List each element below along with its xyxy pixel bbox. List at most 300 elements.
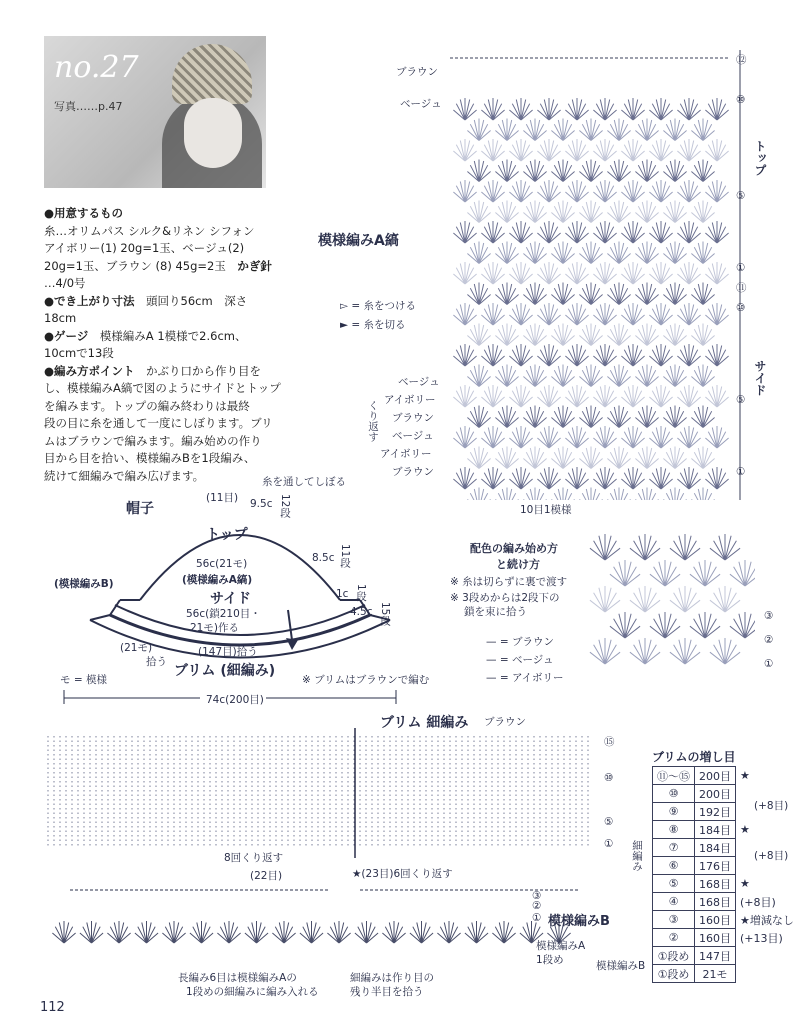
pattern-a-fan [607,324,630,346]
increase-cell-count: 192目 [695,803,736,821]
label-side-hat: サイド [210,591,252,607]
pattern-a-fan [593,303,616,325]
cc-fan [670,534,700,560]
row-12: ⑫ [736,54,747,66]
pattern-a-fan [579,119,602,141]
increase-row [653,875,799,893]
pattern-a-chart [440,40,750,500]
pattern-a-fan [663,242,686,264]
brim-row-10: ⑩ [604,772,614,784]
pattern-a-fan [565,385,588,407]
brim-row-15: ⑮ [604,736,615,748]
dim-8-5: 8.5c [312,552,335,564]
pick-147: (147目)拾う [198,646,258,658]
row-11-side: ⑪ [736,282,747,294]
increase-cell-count: 184目 [695,821,736,839]
pattern-a-fan [579,242,602,264]
pattern-a-fan [537,180,560,202]
pattern-a-label: (模様編みA縞) [182,574,253,586]
row-1-side: ① [736,466,746,478]
pattern-a-fan [691,365,714,387]
pattern-a-fan [453,139,476,161]
yarn-colors-2: 20g=1玉、ブラウン (8) 45g=2玉 [44,258,226,273]
pattern-a-fan [509,262,532,284]
pattern-a-fan [593,262,616,284]
note-left-2: 1段めの細編みに編み入れる [186,986,319,998]
brim-fan [382,921,405,943]
pattern-a-fan [523,160,546,182]
pattern-a-fan [691,447,714,469]
count-22: (22目) [250,870,283,882]
gauge-heading: ●ゲージ [44,328,89,343]
pattern-a-fan [663,488,686,501]
pattern-a-fan [495,283,518,305]
pattern-a-fan [551,324,574,346]
pattern-a-fan [705,221,728,243]
increase-cell-mark [736,947,799,965]
cc-legend-beige: — = ベージュ [486,654,554,666]
pattern-a-ref-2: 1段め [536,954,564,966]
pattern-a-fan [593,344,616,366]
pattern-a-fan [579,201,602,223]
pattern-a-fan [621,426,644,448]
pattern-a-fan [635,488,658,501]
pattern-a-fan [663,365,686,387]
row-10-side: ⑩ [736,302,746,314]
size-heading: ●でき上がり寸法 [44,293,135,308]
pattern-a-fan [509,180,532,202]
color-left-3: ベージュ [392,430,434,442]
pattern-a-fan [495,201,518,223]
pattern-a-fan [537,98,560,120]
cc-fan [590,638,620,664]
cc-fan [710,534,740,560]
dim-9-5: 9.5c [250,498,273,510]
dim-12-rows: 12段 [279,494,291,518]
pattern-a-fan [677,180,700,202]
brim-row-5: ⑤ [604,816,614,828]
pattern-a-fan [621,303,644,325]
point-line-4: ムはブラウンで編みます。編み始めの作り [44,433,262,448]
increase-cell-mark: (+13目) [740,931,783,945]
pattern-a-fan [509,467,532,489]
increase-cell-row: ⑧ [653,821,695,839]
pattern-a-fan [691,119,714,141]
pattern-a-fan [649,344,672,366]
pattern-a-fan [509,426,532,448]
hook-size: …4/0号 [44,276,86,290]
repeat-8: 8回くり返す [224,852,284,864]
pattern-a-fan [579,406,602,428]
increase-cell-mark: ★ [740,877,750,890]
pattern-a-fan [467,324,490,346]
increase-side-label: 細編み [631,840,643,872]
brim-fan [135,921,158,943]
pattern-a-fan [593,98,616,120]
pattern-a-fan [481,385,504,407]
pattern-b-row-label: 模様編みB [548,914,610,929]
pattern-a-fan [523,283,546,305]
yarn-line: 糸…オリムパス シルク&リネン シフォン [44,223,255,238]
cc-fan [690,560,720,586]
point-line-3: 段の目に糸を通して一度にしぼります。ブリ [44,416,273,430]
gauge-text-2: 10cmで13段 [44,346,114,360]
pattern-a-title: 模様編みA縞 [318,233,399,249]
label-side: サイド [753,360,767,396]
pattern-a-fan [691,283,714,305]
materials-heading: ●用意するもの [44,206,124,220]
increase-title: ブリムの増し目 [652,750,736,764]
pattern-a-fan [691,488,714,501]
cc-fan [650,560,680,586]
color-change-title: 配色の編み始め方 [470,542,558,555]
pattern-a-fan [467,201,490,223]
cc-fan [670,586,700,612]
pattern-a-fan [453,262,476,284]
brim-chart [40,728,600,958]
point-heading: ●編み方ポイント [44,363,135,378]
increase-row [653,965,799,983]
brim-fan [437,921,460,943]
label-top: トップ [753,140,767,176]
repeat-unit: 10目1模様 [520,504,572,516]
pattern-a-fan [467,447,490,469]
pattern-a-fan [691,242,714,264]
color-change-fans [590,534,755,664]
brim-stitches [48,736,588,848]
pattern-a-fan [481,180,504,202]
pattern-a-fan [537,221,560,243]
pattern-a-fan [649,98,672,120]
pattern-a-fan [593,426,616,448]
pattern-a-fan [607,160,630,182]
pattern-a-fan [705,385,728,407]
pattern-a-fan [635,406,658,428]
pattern-a-fan [551,488,574,501]
brim-label: ブリム (細編み) [174,663,276,679]
pattern-a-fan [481,98,504,120]
pattern-a-fan [481,344,504,366]
pattern-a-fan [635,242,658,264]
brim-fan [52,921,75,943]
increase-row [653,821,799,839]
brim-fan [162,921,185,943]
pattern-a-fans [453,98,728,500]
cc-fan [610,560,640,586]
repeat-label: くり返す [367,400,379,442]
pattern-a-fan [621,385,644,407]
increase-row [653,911,799,929]
pattern-a-fan [607,447,630,469]
pattern-a-fan [481,262,504,284]
pattern-a-fan [607,406,630,428]
yarn-colors: アイボリー(1) 20g=1玉、ベージュ(2) [44,241,245,255]
pattern-a-fan [677,139,700,161]
increase-cell-row: ⑪〜⑮ [653,767,695,785]
pattern-a-fan [509,139,532,161]
increase-cell-mark [736,965,799,983]
thread-note: 糸を通してしぼる [262,476,346,488]
increase-cell-count: 176目 [695,857,736,875]
increase-row [653,929,799,947]
circ-bottom: 74c(200目) [206,694,264,706]
pattern-a-fan [551,201,574,223]
pattern-a-fan [481,139,504,161]
pattern-a-fan [579,324,602,346]
cc-fan [630,586,660,612]
face-shape [184,98,242,168]
pattern-a-fan [579,447,602,469]
pattern-a-fan [537,303,560,325]
pattern-a-fan [663,406,686,428]
pattern-a-fan [649,385,672,407]
pattern-a-fan [649,426,672,448]
pattern-a-fan [607,119,630,141]
increase-cell-row: ①段め [653,947,695,965]
point-line-0: かぶり口から作り目を [146,363,262,378]
pattern-a-fan [523,365,546,387]
increase-cell-row: ⑩ [653,785,695,803]
increase-cell-mark: ★ [740,823,750,836]
direction-arrow [288,610,292,640]
pattern-a-fan [495,447,518,469]
pattern-a-fan [467,365,490,387]
pattern-a-fan [607,283,630,305]
repeat-6: ★(23目)6回くり返す [352,868,453,880]
pattern-a-fan [621,221,644,243]
pattern-a-fan [663,160,686,182]
increase-cell-mark: ★ [740,769,750,782]
increase-cell-count: 21モ [695,965,736,983]
pattern-a-fan [705,344,728,366]
pattern-a-fan [635,283,658,305]
color-change-chart [585,530,755,680]
pattern-a-fan [453,426,476,448]
dim-1-row: 1段 [355,584,367,602]
pattern-a-fan [495,160,518,182]
pattern-a-fan [551,119,574,141]
row-1-top: ① [736,262,746,274]
bottom-dim-line [60,688,400,706]
pattern-a-fan [649,139,672,161]
pattern-a-fan [705,303,728,325]
pattern-a-fan [523,242,546,264]
pattern-a-fan [705,180,728,202]
legend-attach: ▻ = 糸をつける [340,300,417,312]
pattern-a-fan [691,324,714,346]
note-mid-1: 細編みは作り目の [350,972,434,984]
pattern-a-fan [509,98,532,120]
pattern-a-fan [523,119,546,141]
pattern-a-fan [593,139,616,161]
model-photo [44,36,266,188]
pattern-a-fan [551,365,574,387]
cc-note-3: 鎖を束に拾う [464,606,527,618]
pattern-a-fan [649,303,672,325]
cc-legend-ivory: — = アイボリー [486,672,564,684]
increase-cell-row: ② [653,929,695,947]
cc-row-2: ② [764,634,774,646]
increase-cell-mark: ★増減なし [740,913,794,927]
pattern-a-fan [523,406,546,428]
pattern-a-fan [677,467,700,489]
pattern-a-fan [453,385,476,407]
dim-11-rows: 11段 [339,544,351,568]
brim-fan [465,921,488,943]
pattern-a-fan [537,139,560,161]
increase-cell-count: 168目 [695,875,736,893]
pattern-a-fan [677,98,700,120]
pattern-a-fan [523,201,546,223]
point-line-2: を編みます。トップの編み終わりは最終 [44,398,250,413]
mo-legend: モ = 模様 [60,674,107,686]
increase-cell-count: 184目 [695,839,736,857]
brim-fan [300,921,323,943]
direction-arrowhead [286,638,298,650]
brim-fan [327,921,350,943]
pattern-a-fan [565,426,588,448]
pattern-a-fan [663,119,686,141]
pattern-a-fan [467,119,490,141]
point-line-1: し、模様編みA縞で図のようにサイドとトップ [44,381,281,395]
cc-fan [630,534,660,560]
increase-cell-count: 160目 [695,929,736,947]
pattern-a-fan [537,262,560,284]
pattern-a-fan [621,98,644,120]
pattern-a-fan [551,160,574,182]
increase-cell-count: 160目 [695,911,736,929]
pattern-a-fan [677,385,700,407]
increase-cell-row: ①段め [653,965,695,983]
pattern-a-fan [523,447,546,469]
pattern-a-fan [635,365,658,387]
pattern-a-fan [705,426,728,448]
pattern-a-fan [495,365,518,387]
pattern-a-fan [565,221,588,243]
row-5-top: ⑤ [736,190,746,202]
increase-cell-row: ⑥ [653,857,695,875]
cc-note-1: ※ 糸は切らずに裏で渡す [450,576,568,588]
pattern-a-fan [607,488,630,501]
page-number: 112 [40,1000,65,1015]
increase-row [653,947,799,965]
brim-fan [492,921,515,943]
pattern-a-fan [593,467,616,489]
label-top-hat: トップ [206,527,248,543]
materials-block [44,205,304,485]
increase-cell-row: ⑨ [653,803,695,821]
pattern-a-fan [453,98,476,120]
color-left-4: アイボリー [380,448,432,460]
pattern-a-fan [537,467,560,489]
brim-note: ※ ブリムはブラウンで編む [302,674,430,686]
pattern-a-fan [677,221,700,243]
pattern-a-fan [579,488,602,501]
pattern-a-fan [677,303,700,325]
pattern-a-fan [621,344,644,366]
pattern-a-fan [691,160,714,182]
pattern-a-fan [705,262,728,284]
pattern-a-fan [579,365,602,387]
pick-21: (21モ) [120,642,153,654]
pattern-a-fan [565,262,588,284]
increase-cell-count: 168目 [695,893,736,911]
increase-footer-label: 模様編みB [596,960,646,972]
cc-fan [690,612,720,638]
pattern-a-fan [481,303,504,325]
pattern-a-fan [495,242,518,264]
pattern-a-fan [509,344,532,366]
label-beige-top: ベージュ [400,98,442,110]
legend-cut: ► = 糸を切る [340,319,406,331]
row-10-top: ⑩ [736,94,746,106]
pick-label: 拾う [146,656,167,668]
brim-b-fans [52,921,570,943]
pattern-a-fan [635,324,658,346]
pattern-a-fan [551,242,574,264]
cc-row-3: ③ [764,610,774,622]
pattern-a-fan [677,344,700,366]
pattern-a-fan [621,180,644,202]
pattern-a-fan [467,160,490,182]
pattern-a-fan [467,242,490,264]
pattern-a-fan [565,303,588,325]
left-brim-edge [90,615,110,620]
pattern-a-fan [523,488,546,501]
pattern-a-fan [453,467,476,489]
increase-cell-count: 147目 [695,947,736,965]
pattern-a-fan [551,447,574,469]
pattern-a-fan [621,139,644,161]
dim-15-rows: 15段 [379,602,391,626]
color-left-2: ブラウン [392,412,434,424]
pattern-a-fan [677,426,700,448]
increase-row [653,767,799,785]
pattern-a-fan [635,160,658,182]
size-text: 頭回り56cm 深さ [146,293,248,308]
pattern-a-fan [705,139,728,161]
hat-title: 帽子 [126,501,154,517]
increase-cell-count: 200目 [695,767,736,785]
increase-cell-count: 200目 [695,785,736,803]
cc-fan [710,586,740,612]
bracket-2: (+8目) [754,850,789,862]
increase-cell-mark: (+8目) [740,895,776,909]
hook-label: かぎ針 [237,258,272,273]
pattern-a-fan [551,283,574,305]
brim-fan [272,921,295,943]
pattern-a-fan [495,119,518,141]
pattern-a-fan [495,406,518,428]
pattern-a-fan [565,467,588,489]
brim-fan [190,921,213,943]
pattern-a-fan [481,426,504,448]
pattern-a-ref: 模様編みA [536,940,586,952]
brim-fan [245,921,268,943]
pattern-a-fan [565,344,588,366]
brim-small-3: ③ [532,890,542,902]
pattern-a-fan [663,447,686,469]
pattern-a-fan [579,160,602,182]
cc-note-2: ※ 3段めからは2段下の [450,592,560,604]
color-left-5: ブラウン [392,466,434,478]
cc-fan [650,612,680,638]
pattern-a-fan [635,119,658,141]
circ-top: 56c(21モ) [196,558,248,570]
pattern-a-fan [509,303,532,325]
pattern-a-fan [635,201,658,223]
pattern-a-fan [663,324,686,346]
